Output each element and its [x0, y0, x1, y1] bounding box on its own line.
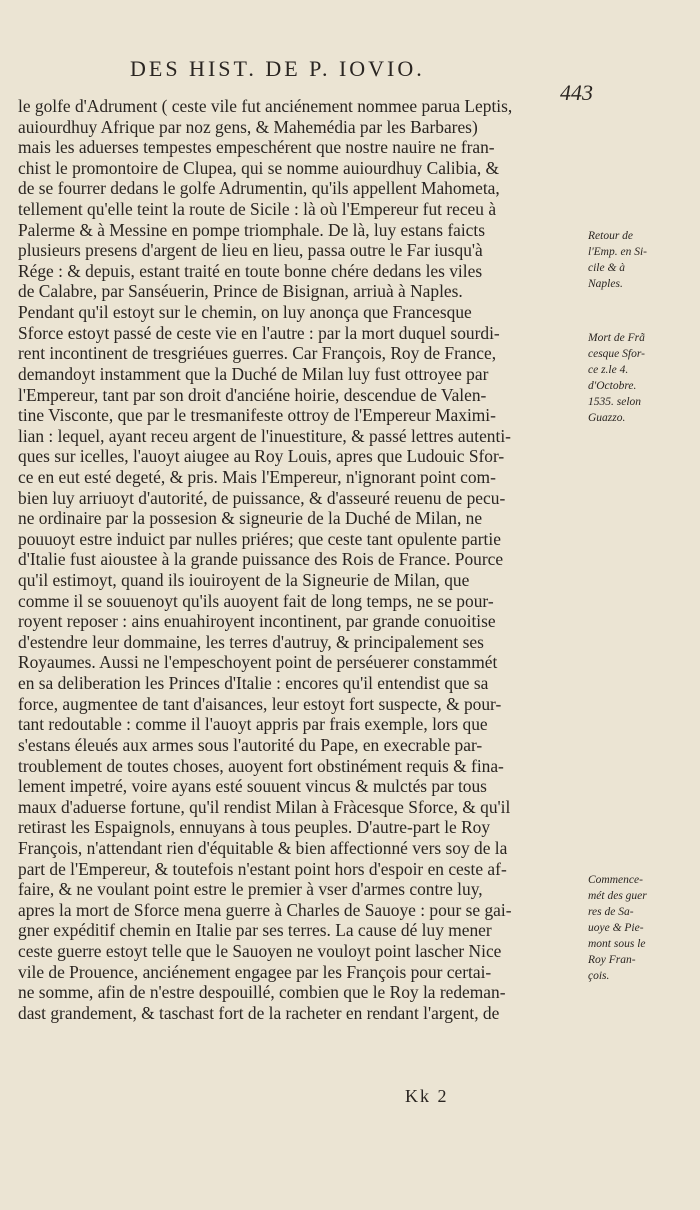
text-line: rent incontinent de tresgriéues guerres. Car François, Roy de France, [18, 343, 497, 364]
margin-note-line: ce z.le 4. [588, 364, 629, 376]
text-line: apres la mort de Sforce mena guerre à Charles de Sauoye : pour se gai- [18, 899, 512, 920]
margin-note-retour [588, 228, 698, 292]
text-line: force, augmentee de tant d'aisances, leur estoyt fort suspecte, & pour- [18, 693, 502, 714]
margin-note-line: Naples. [588, 278, 623, 290]
margin-note-line: d'Octobre. [588, 380, 637, 392]
text-line: ne somme, afin de n'estre despouillé, combien que le Roy la redeman- [18, 982, 506, 1003]
text-line: auiourdhuy Afrique par noz gens, & Mahemédia par les Barbares) [18, 116, 478, 137]
margin-note-line: Guazzo. [588, 412, 626, 424]
margin-note-line: mét des guer [588, 890, 647, 902]
margin-note-line: çois. [588, 970, 610, 982]
margin-note-line: 1535. selon [588, 396, 642, 408]
margin-note-line: cesque Sfor- [588, 348, 645, 360]
margin-note-line: res de Sa- [588, 906, 634, 918]
text-line: bien luy arriuoyt d'autorité, de puissance, & d'asseuré reuenu de pecu- [18, 487, 506, 508]
text-line: gner expéditif chemin en Italie par ses terres. La cause dé luy mener [18, 920, 492, 941]
margin-note-commencement-guerres [588, 872, 698, 984]
text-line: d'Italie fust aioustee à la grande puissance des Rois de France. Pource [18, 549, 504, 570]
text-line: François, n'attendant rien d'équitable & bien affectionné vers soy de la [18, 837, 508, 858]
text-line: pouuoyt estre induict par nulles priéres; que ceste tant opulente partie [18, 528, 501, 549]
text-line: tant redoutable : comme il l'auoyt appris par frais exemple, lors que [18, 714, 488, 735]
text-line: mais les aduerses tempestes empeschérent que nostre nauire ne fran- [18, 137, 495, 158]
text-line: s'estans éleués aux armes sous l'autorité du Pape, en execrable par- [18, 734, 483, 755]
text-line: le golfe d'Adrument ( ceste vile fut anciénement nommee parua Leptis, [18, 96, 513, 116]
margin-note-mort-sforce [588, 330, 698, 426]
text-line: demandoyt instamment que la Duché de Milan luy fust ottroyee par [18, 363, 489, 384]
margin-note-line: mont sous le [588, 938, 646, 950]
text-line: lement impetré, voire ayans esté souuent vincus & mulctés par tous [18, 776, 487, 797]
text-line: Pendant qu'il estoyt sur le chemin, on luy anonça que Francesque [18, 302, 472, 323]
margin-note-line: uoye & Pie- [588, 922, 644, 934]
text-line: tellement qu'elle teint la route de Sicile : là où l'Empereur fut receu à [18, 199, 497, 220]
text-line: chist le promontoire de Clupea, qui se nomme auiourdhuy Calibia, & [18, 157, 500, 178]
text-line: comme il se souuenoyt qu'ils auoyent fait de long temps, ne se pour- [18, 590, 494, 611]
margin-note-line: cile & à [588, 262, 626, 274]
body-text [18, 96, 578, 1023]
text-line: Palerme & à Messine en pompe triomphale. De là, luy estans faicts [18, 219, 485, 240]
text-line: dast grandement, & taschast fort de la racheter en rendant l'argent, de [18, 1002, 500, 1023]
text-line: Sforce estoyt passé de ceste vie en l'autre : par la mort duquel sourdi- [18, 322, 500, 343]
text-line: Royaumes. Aussi ne l'empeschoyent point de perséuerer constammét [18, 652, 498, 673]
page-number: 443 [560, 80, 593, 105]
signature-mark: Kk 2 [405, 1086, 449, 1106]
text-line: retirast les Espaignols, ennuyans à tous peuples. D'autre-part le Roy [18, 817, 491, 838]
text-line: ceste guerre estoyt telle que le Sauoyen ne vouloyt point lascher Nice [18, 940, 502, 961]
text-line: lian : lequel, ayant receu argent de l'inuestiture, & passé lettres autenti- [18, 425, 511, 446]
text-line: l'Empereur, tant par son droit d'anciéne hoirie, descendue de Valen- [18, 384, 487, 405]
margin-note-line: Retour de [588, 230, 634, 242]
text-line: tine Visconte, que par le tresmanifeste ottroy de l'Empereur Maximi- [18, 405, 496, 426]
text-line: troublement de toutes choses, auoyent fort obstinément requis & fina- [18, 755, 504, 776]
margin-note-line: Mort de Frã [588, 332, 645, 344]
text-line: vile de Prouence, anciénement engagee par les François pour certai- [18, 961, 492, 982]
text-line: d'estendre leur dommaine, les terres d'autruy, & principalement ses [18, 631, 484, 652]
text-line: maux d'aduerse fortune, qu'il rendist Milan à Fràcesque Sforce, & qu'il [18, 796, 511, 817]
text-line: qu'il estimoyt, quand ils iouiroyent de la Signeurie de Milan, que [18, 570, 470, 591]
text-line: faire, & ne voulant point estre le premier à vser d'armes contre luy, [18, 879, 483, 900]
running-head: DES HIST. DE P. IOVIO. [130, 56, 425, 81]
text-line: part de l'Empereur, & toutefois n'estant point hors d'espoir en ceste af- [18, 858, 507, 879]
margin-note-line: l'Emp. en Si- [588, 246, 647, 258]
margin-note-line: Commence- [588, 874, 643, 886]
text-line: ce en eut esté degeté, & pris. Mais l'Empereur, n'ignorant point com- [18, 466, 496, 487]
text-line: ne ordinaire par la possesion & signeurie de la Duché de Milan, ne [18, 508, 483, 529]
text-line: en sa deliberation les Princes d'Italie : encores qu'il entendist que sa [18, 673, 489, 694]
text-line: de Calabre, par Sanséuerin, Prince de Bisignan, arriuà à Naples. [18, 281, 463, 302]
text-line: royent reposer : ains enuahiroyent incontinent, par grande conuoitise [18, 611, 496, 632]
text-line: Rége : & depuis, estant traité en toute bonne chére dedans les viles [18, 260, 483, 281]
text-line: plusieurs presens d'argent de lieu en lieu, passa outre le Far iusqu'à [18, 240, 483, 261]
text-line: de se fourrer dedans le golfe Adrumentin, qu'ils appellent Mahometa, [18, 178, 500, 199]
margin-note-line: Roy Fran- [588, 954, 636, 966]
text-line: ques sur icelles, l'auoyt aiugee au Roy Louis, apres que Ludouic Sfor- [18, 446, 505, 467]
